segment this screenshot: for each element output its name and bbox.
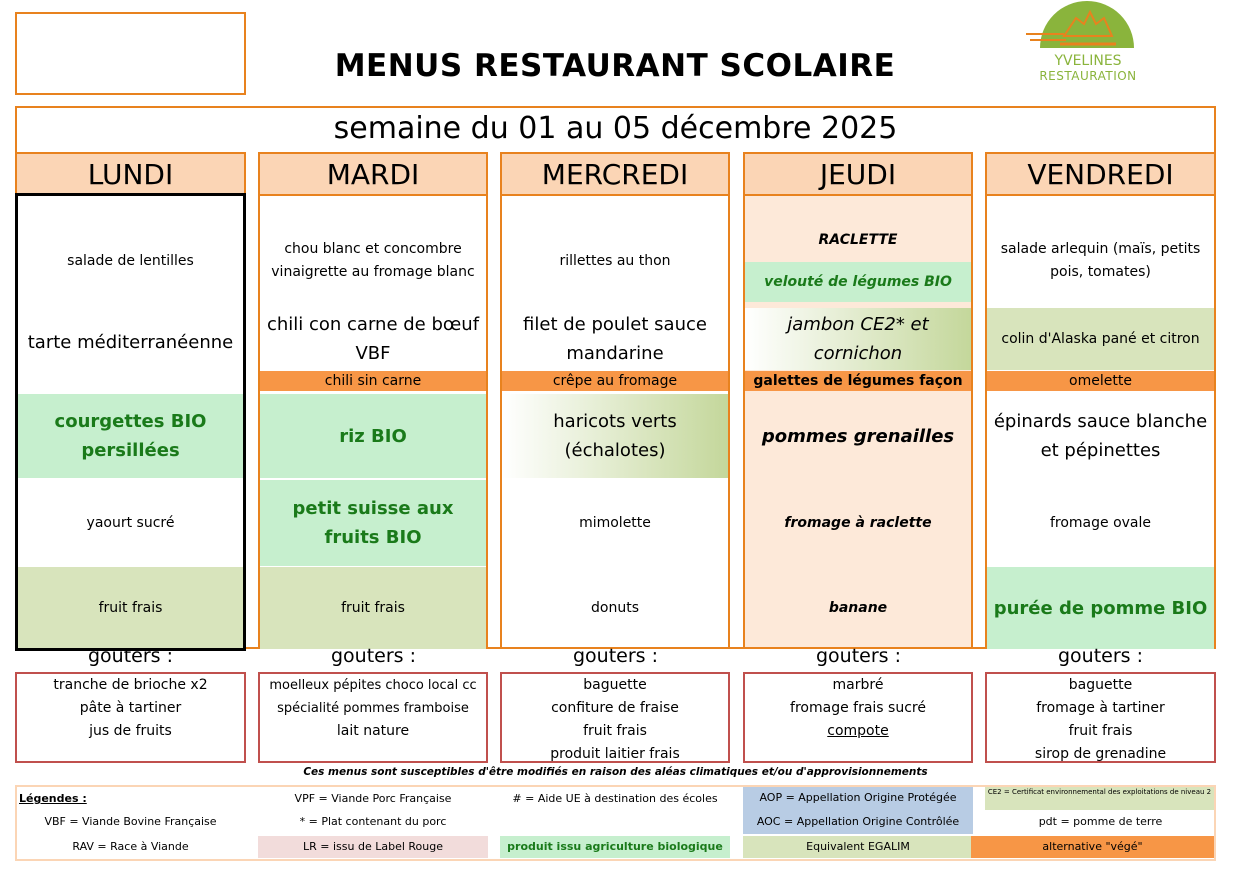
menu-laitage: petit suisse aux fruits BIO xyxy=(260,480,486,566)
gouters-box-mercredi xyxy=(500,672,730,763)
legend-porc: * = Plat contenant du porc xyxy=(299,815,447,828)
menu-laitage: yaourt sucré xyxy=(86,514,175,531)
menu-legume: épinards sauce blanche et pépinettes xyxy=(993,411,1208,461)
gouters-label-lundi: gouters : xyxy=(87,645,174,667)
menu-legume: courgettes BIO persillées xyxy=(17,394,244,478)
gouter-item: spécialité pommes framboise xyxy=(277,701,469,716)
menu-legume: pommes grenailles xyxy=(761,425,955,447)
legend-vege: alternative "végé" xyxy=(971,836,1214,858)
legend-vbf: VBF = Viande Bovine Française xyxy=(44,815,217,828)
menu-laitage: mimolette xyxy=(579,514,651,531)
day-header-lundi: LUNDI xyxy=(17,154,244,196)
gouter-item: sirop de grenadine xyxy=(1034,746,1167,762)
gouters-box-jeudi xyxy=(743,672,973,763)
disclaimer: Ces menus sont susceptibles d'être modifiés en raison des aléas climatiques et/ou d'approvisionnements xyxy=(303,766,928,778)
gouter-item: produit laitier frais xyxy=(550,746,680,762)
menu-alternative: omelette xyxy=(987,371,1214,391)
legend-bio: produit issu agriculture biologique xyxy=(500,836,730,858)
menu-laitage: fromage à raclette xyxy=(784,514,932,531)
gouters-box-lundi xyxy=(15,672,246,763)
menu-legume: haricots verts (échalotes) xyxy=(502,394,728,478)
menu-plat: tarte méditerranéenne xyxy=(27,331,234,353)
menu-dessert: fruit frais xyxy=(17,567,244,649)
menu-plat: filet de poulet sauce mandarine xyxy=(523,314,707,364)
gouter-item: confiture de fraise xyxy=(551,700,679,716)
menu-dessert: fruit frais xyxy=(260,567,486,649)
menu-entree: RACLETTE xyxy=(818,231,898,248)
gouter-item: baguette xyxy=(1068,677,1133,693)
gouters-label-vendredi: gouters : xyxy=(1057,645,1144,667)
gouters-label-mardi: gouters : xyxy=(330,645,417,667)
page-title: MENUS RESTAURANT SCOLAIRE xyxy=(334,48,896,84)
day-column-jeudi xyxy=(743,152,973,649)
legend-vpf: VPF = Viande Porc Française xyxy=(294,792,452,805)
gouters-box-vendredi xyxy=(985,672,1216,763)
legend-title: Légendes : xyxy=(19,792,87,805)
gouter-item: fromage frais sucré xyxy=(790,700,926,716)
menu-alternative: crêpe au fromage xyxy=(502,371,728,391)
menu-alternative: galettes de légumes façon xyxy=(745,371,971,391)
gouters-label-jeudi: gouters : xyxy=(815,645,902,667)
menu-laitage: fromage ovale xyxy=(1049,514,1152,531)
logo-placeholder xyxy=(15,12,246,95)
legend-ce2: CE2 = Certificat environnemental des exploitations de niveau 2 xyxy=(985,787,1214,810)
legend-lr: LR = issu de Label Rouge xyxy=(258,836,488,858)
gouter-item: fruit frais xyxy=(583,723,647,739)
brand-line1: YVELINES xyxy=(1054,53,1122,69)
menu-plat: chili con carne de bœuf VBF xyxy=(266,314,480,364)
menu-plat: colin d'Alaska pané et citron xyxy=(987,308,1214,370)
gouter-item: lait nature xyxy=(336,723,410,739)
menu-entree: salade arlequin (maïs, petits pois, tomates) xyxy=(1000,241,1201,280)
menu-entree: chou blanc et concombre vinaigrette au fromage blanc xyxy=(271,241,475,280)
menu-alternative: chili sin carne xyxy=(260,371,486,391)
week-title: semaine du 01 au 05 décembre 2025 xyxy=(333,111,898,146)
gouters-box-mardi xyxy=(258,672,488,763)
gouter-item: compote xyxy=(827,723,889,739)
menu-plat: jambon CE2* et cornichon xyxy=(745,308,971,370)
day-header-mardi: MARDI xyxy=(260,154,486,196)
day-header-mercredi: MERCREDI xyxy=(502,154,728,196)
day-header-jeudi: JEUDI xyxy=(745,154,971,196)
day-header-vendredi: VENDREDI xyxy=(987,154,1214,196)
menu-entree-2: velouté de légumes BIO xyxy=(745,262,971,302)
gouter-item: marbré xyxy=(832,677,884,693)
gouters-label-mercredi: gouters : xyxy=(572,645,659,667)
menu-dessert: banane xyxy=(828,599,888,616)
menu-entree: rillettes au thon xyxy=(559,252,671,269)
menu-dessert: purée de pomme BIO xyxy=(987,567,1214,649)
brand-name xyxy=(1038,54,1138,84)
menu-entree: salade de lentilles xyxy=(67,252,194,269)
gouter-item: baguette xyxy=(583,677,647,693)
brand-line2: RESTAURATION xyxy=(1039,69,1137,83)
legend-egalim: Equivalent EGALIM xyxy=(743,836,973,858)
day-column-vendredi xyxy=(985,152,1216,649)
selected-cell-outline[interactable] xyxy=(15,193,246,651)
legend-aop: AOP = Appellation Origine Protégée xyxy=(743,787,973,810)
gouter-item: moelleux pépites choco local cc xyxy=(269,678,477,693)
legend-pdt: pdt = pomme de terre xyxy=(1038,815,1163,828)
gouter-item: jus de fruits xyxy=(89,723,172,739)
legend-aoc: AOC = Appellation Origine Contrôlée xyxy=(743,810,973,834)
menu-legume: riz BIO xyxy=(260,394,486,478)
gouter-item: pâte à tartiner xyxy=(79,700,182,716)
day-column-mercredi xyxy=(500,152,730,649)
legend-rav: RAV = Race à Viande xyxy=(72,840,189,853)
day-column-mardi xyxy=(258,152,488,649)
menu-dessert: donuts xyxy=(591,599,639,616)
gouter-item: tranche de brioche x2 xyxy=(53,677,208,693)
gouter-item: fromage à tartiner xyxy=(1036,700,1165,716)
gouter-item: fruit frais xyxy=(1068,723,1133,739)
legend-ue: # = Aide UE à destination des écoles xyxy=(512,792,718,805)
